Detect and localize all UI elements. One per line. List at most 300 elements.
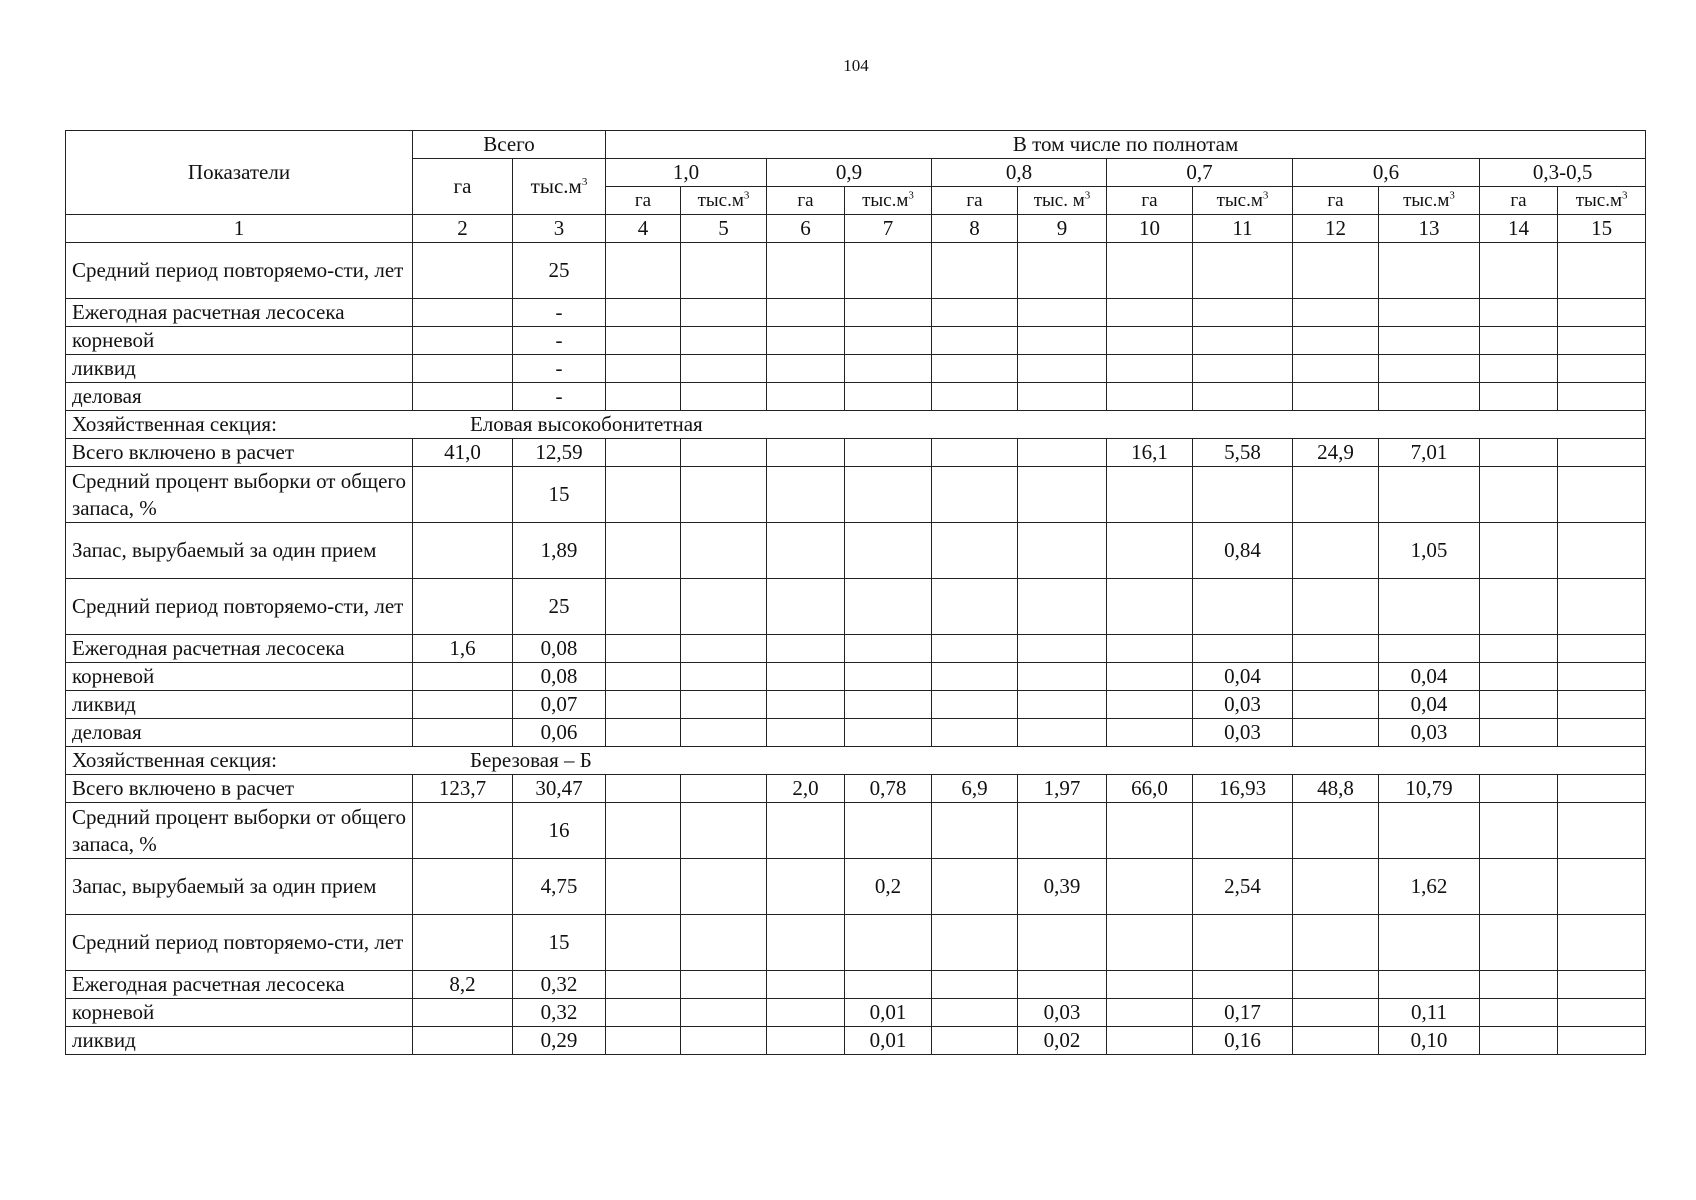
table-cell: 1,62 <box>1379 859 1480 915</box>
table-cell <box>1480 523 1558 579</box>
table-cell <box>1558 635 1646 663</box>
table-cell: 0,08 <box>513 635 606 663</box>
column-number: 5 <box>681 215 767 243</box>
table-cell <box>1480 915 1558 971</box>
table-cell <box>1193 299 1293 327</box>
row-label: Средний период повторяемо-сти, лет <box>66 579 413 635</box>
table-cell <box>1293 355 1379 383</box>
table-cell <box>1018 243 1107 299</box>
table-cell <box>1193 579 1293 635</box>
row-label: деловая <box>66 719 413 747</box>
table-cell <box>606 439 681 467</box>
row-label: деловая <box>66 383 413 411</box>
table-cell <box>1480 383 1558 411</box>
table-cell <box>681 355 767 383</box>
table-cell: 0,84 <box>1193 523 1293 579</box>
section-value: Березовая – Б <box>470 748 592 773</box>
table-cell <box>1018 691 1107 719</box>
table-row <box>66 383 1646 411</box>
table-cell <box>767 971 845 999</box>
table-cell <box>767 999 845 1027</box>
table-cell <box>1193 971 1293 999</box>
table-row <box>66 915 1646 971</box>
table-cell <box>845 663 932 691</box>
table-cell: 2,54 <box>1193 859 1293 915</box>
table-cell <box>932 859 1018 915</box>
table-row <box>66 579 1646 635</box>
header-indicators: Показатели <box>66 131 413 215</box>
table-cell <box>932 383 1018 411</box>
table-cell <box>845 971 932 999</box>
table-cell <box>413 1027 513 1055</box>
table-cell <box>606 915 681 971</box>
table-cell <box>1293 1027 1379 1055</box>
table-cell <box>413 663 513 691</box>
table-cell <box>1107 691 1193 719</box>
column-number: 11 <box>1193 215 1293 243</box>
table-cell <box>413 523 513 579</box>
table-cell: 16,1 <box>1107 439 1193 467</box>
table-cell <box>1018 439 1107 467</box>
table-cell <box>1107 327 1193 355</box>
table-row <box>66 243 1646 299</box>
header-density-4: 0,7 <box>1107 159 1293 187</box>
table-cell <box>1107 467 1193 523</box>
table-cell <box>1480 999 1558 1027</box>
table-cell <box>1558 719 1646 747</box>
table-cell <box>845 803 932 859</box>
table-cell <box>606 775 681 803</box>
table-cell <box>1107 355 1193 383</box>
table-cell <box>932 439 1018 467</box>
section-row <box>66 411 1646 439</box>
table-cell <box>413 383 513 411</box>
table-row <box>66 719 1646 747</box>
table-cell <box>1107 915 1193 971</box>
header-density-1: 1,0 <box>606 159 767 187</box>
table-row <box>66 635 1646 663</box>
unit-volume: $тыс.м^3$ <box>845 187 932 215</box>
row-label: ликвид <box>66 691 413 719</box>
table-cell <box>681 663 767 691</box>
table-row <box>66 467 1646 523</box>
table-cell <box>767 439 845 467</box>
table-cell <box>413 467 513 523</box>
table-cell <box>681 971 767 999</box>
table-cell: 0,11 <box>1379 999 1480 1027</box>
table-cell <box>1379 803 1480 859</box>
table-cell <box>1107 719 1193 747</box>
table-cell <box>1293 635 1379 663</box>
section-cell <box>66 411 1646 439</box>
table-cell <box>606 859 681 915</box>
table-cell: 12,59 <box>513 439 606 467</box>
table-cell: 25 <box>513 579 606 635</box>
table-cell <box>1193 467 1293 523</box>
table-cell <box>1558 383 1646 411</box>
table-cell <box>1480 971 1558 999</box>
table-cell <box>413 579 513 635</box>
table-cell <box>1293 691 1379 719</box>
table-cell <box>413 803 513 859</box>
table-cell <box>845 383 932 411</box>
table-cell: - <box>513 355 606 383</box>
table-cell <box>845 439 932 467</box>
column-number: 8 <box>932 215 1018 243</box>
table-cell <box>932 299 1018 327</box>
row-label: Ежегодная расчетная лесосека <box>66 971 413 999</box>
table-cell <box>767 243 845 299</box>
table-cell <box>606 299 681 327</box>
table-cell <box>1379 971 1480 999</box>
table-cell <box>767 859 845 915</box>
table-cell <box>606 691 681 719</box>
header-total: Всего <box>413 131 606 159</box>
table-cell: 1,97 <box>1018 775 1107 803</box>
table-cell <box>1293 299 1379 327</box>
table-cell: 0,02 <box>1018 1027 1107 1055</box>
table-cell <box>1480 1027 1558 1055</box>
table-cell <box>1558 803 1646 859</box>
table-cell <box>606 579 681 635</box>
row-label: Всего включено в расчет <box>66 439 413 467</box>
table-cell <box>681 775 767 803</box>
table-cell <box>767 327 845 355</box>
table-cell: 25 <box>513 243 606 299</box>
table-cell <box>1558 327 1646 355</box>
table-cell: 6,9 <box>932 775 1018 803</box>
table-cell <box>932 1027 1018 1055</box>
table-cell: 0,07 <box>513 691 606 719</box>
table-cell <box>1558 999 1646 1027</box>
table-cell <box>767 915 845 971</box>
table-cell <box>845 915 932 971</box>
table-cell <box>1558 523 1646 579</box>
table-row <box>66 999 1646 1027</box>
row-label: Средний период повторяемо-сти, лет <box>66 915 413 971</box>
table-cell <box>1558 439 1646 467</box>
table-cell <box>1379 299 1480 327</box>
table-cell <box>1107 243 1193 299</box>
table-cell <box>1293 243 1379 299</box>
table-cell: 1,05 <box>1379 523 1480 579</box>
column-number: 14 <box>1480 215 1558 243</box>
table-header <box>66 131 1646 243</box>
table-cell: 0,01 <box>845 999 932 1027</box>
table-cell <box>845 719 932 747</box>
row-label: Запас, вырубаемый за один прием <box>66 859 413 915</box>
table-cell <box>1018 579 1107 635</box>
table-cell: 7,01 <box>1379 439 1480 467</box>
table-cell <box>1107 579 1193 635</box>
row-label: Ежегодная расчетная лесосека <box>66 635 413 663</box>
section-label: Хозяйственная секция: <box>72 412 277 437</box>
table-cell <box>1480 327 1558 355</box>
table-cell <box>606 971 681 999</box>
row-label: ликвид <box>66 355 413 383</box>
table-cell <box>413 915 513 971</box>
table-cell <box>1480 775 1558 803</box>
table-cell: 4,75 <box>513 859 606 915</box>
table-cell <box>845 523 932 579</box>
row-label: Запас, вырубаемый за один прием <box>66 523 413 579</box>
table-cell <box>681 579 767 635</box>
unit-volume: тыс. $м^3$ <box>1018 187 1107 215</box>
table-cell <box>606 663 681 691</box>
table-cell <box>1293 467 1379 523</box>
table-cell <box>1480 691 1558 719</box>
table-cell <box>1480 859 1558 915</box>
table-cell: 15 <box>513 915 606 971</box>
header-density-3: 0,8 <box>932 159 1107 187</box>
table-cell <box>681 635 767 663</box>
table-cell: 30,47 <box>513 775 606 803</box>
table-cell <box>845 355 932 383</box>
table-cell <box>1480 439 1558 467</box>
table-cell <box>681 859 767 915</box>
table-cell <box>845 691 932 719</box>
table-cell <box>932 579 1018 635</box>
table-cell <box>1558 915 1646 971</box>
table-cell <box>1558 775 1646 803</box>
table-cell <box>606 635 681 663</box>
table-cell <box>845 243 932 299</box>
table-cell <box>1480 299 1558 327</box>
table-cell <box>1293 971 1379 999</box>
table-row <box>66 691 1646 719</box>
table-cell <box>1193 383 1293 411</box>
table-cell <box>1107 635 1193 663</box>
table-cell <box>1293 803 1379 859</box>
header-total-ha: га <box>413 159 513 215</box>
unit-ha: га <box>1107 187 1193 215</box>
table-cell <box>932 803 1018 859</box>
table-cell <box>1107 971 1193 999</box>
table-cell <box>606 467 681 523</box>
table-cell <box>1480 243 1558 299</box>
table-cell <box>681 1027 767 1055</box>
table-cell <box>845 327 932 355</box>
table-cell <box>413 299 513 327</box>
column-number: 3 <box>513 215 606 243</box>
table-row <box>66 663 1646 691</box>
table-cell <box>932 719 1018 747</box>
row-label: Всего включено в расчет <box>66 775 413 803</box>
table-cell <box>932 467 1018 523</box>
table-cell <box>1379 243 1480 299</box>
table-cell <box>1193 327 1293 355</box>
column-number: 9 <box>1018 215 1107 243</box>
table-cell: 0,04 <box>1193 663 1293 691</box>
table-cell <box>1018 327 1107 355</box>
table-cell <box>932 691 1018 719</box>
table-cell <box>1018 383 1107 411</box>
table-cell: - <box>513 327 606 355</box>
table-cell <box>767 523 845 579</box>
table-cell <box>1018 355 1107 383</box>
table-cell <box>1018 299 1107 327</box>
table-cell <box>1379 579 1480 635</box>
table-cell <box>606 803 681 859</box>
table-cell <box>1018 467 1107 523</box>
table-cell: 0,17 <box>1193 999 1293 1027</box>
table-cell <box>767 663 845 691</box>
table-row <box>66 327 1646 355</box>
table-cell: 2,0 <box>767 775 845 803</box>
table-cell <box>606 355 681 383</box>
table-cell: 0,32 <box>513 971 606 999</box>
table-cell <box>1379 915 1480 971</box>
table-row <box>66 299 1646 327</box>
table-row <box>66 439 1646 467</box>
row-label: корневой <box>66 663 413 691</box>
table-cell: 1,89 <box>513 523 606 579</box>
table-cell <box>767 355 845 383</box>
table-cell <box>1558 971 1646 999</box>
unit-ha: га <box>1293 187 1379 215</box>
table-cell <box>1293 999 1379 1027</box>
table-cell <box>681 467 767 523</box>
table-cell: 0,03 <box>1193 719 1293 747</box>
table-cell <box>1379 327 1480 355</box>
table-cell <box>681 803 767 859</box>
table-cell <box>606 999 681 1027</box>
table-cell <box>1018 971 1107 999</box>
table-cell <box>413 355 513 383</box>
header-density-5: 0,6 <box>1293 159 1480 187</box>
table-cell <box>681 523 767 579</box>
row-label: Средний процент выборки от общего запаса, % <box>66 467 413 523</box>
table-cell <box>1018 803 1107 859</box>
table-cell <box>1480 467 1558 523</box>
table-cell <box>1558 299 1646 327</box>
table-cell <box>681 299 767 327</box>
table-cell <box>1107 523 1193 579</box>
table-cell <box>1107 859 1193 915</box>
table-cell: 0,01 <box>845 1027 932 1055</box>
table-cell <box>1193 635 1293 663</box>
table-cell <box>1480 719 1558 747</box>
table-cell <box>1293 719 1379 747</box>
table-cell <box>1018 635 1107 663</box>
row-label: корневой <box>66 999 413 1027</box>
table-cell <box>1107 663 1193 691</box>
table-cell <box>1480 803 1558 859</box>
table-cell <box>1293 383 1379 411</box>
table-row <box>66 355 1646 383</box>
table-cell <box>413 691 513 719</box>
table-cell <box>413 243 513 299</box>
table-cell <box>1558 243 1646 299</box>
table-cell: - <box>513 299 606 327</box>
table-cell <box>1107 803 1193 859</box>
table-cell <box>1558 467 1646 523</box>
table-cell <box>932 355 1018 383</box>
unit-volume: $тыс.м^3$ <box>1558 187 1646 215</box>
table-cell <box>1480 355 1558 383</box>
unit-ha: га <box>1480 187 1558 215</box>
table-cell <box>1293 663 1379 691</box>
table-cell <box>681 999 767 1027</box>
table-cell: 66,0 <box>1107 775 1193 803</box>
table-cell <box>606 243 681 299</box>
unit-ha: га <box>932 187 1018 215</box>
header-density-6: 0,3-0,5 <box>1480 159 1646 187</box>
table-cell <box>767 579 845 635</box>
column-number: 7 <box>845 215 932 243</box>
table-cell <box>1107 999 1193 1027</box>
row-label: Средний процент выборки от общего запаса, % <box>66 803 413 859</box>
table-cell <box>1558 1027 1646 1055</box>
table-cell <box>1193 243 1293 299</box>
table-cell: 0,29 <box>513 1027 606 1055</box>
table-cell <box>1379 467 1480 523</box>
table-cell <box>1293 859 1379 915</box>
table-cell <box>1107 299 1193 327</box>
table-row <box>66 775 1646 803</box>
header-total-volume: $тыс.м^3$ <box>513 159 606 215</box>
table-cell <box>767 635 845 663</box>
table-cell <box>1379 355 1480 383</box>
column-number: 15 <box>1558 215 1646 243</box>
table-cell <box>1558 579 1646 635</box>
table-cell: 0,08 <box>513 663 606 691</box>
forest-harvest-table <box>65 130 1646 1055</box>
table-cell: 0,16 <box>1193 1027 1293 1055</box>
table-cell: 0,06 <box>513 719 606 747</box>
table-cell <box>932 971 1018 999</box>
table-cell <box>681 719 767 747</box>
row-label: Ежегодная расчетная лесосека <box>66 299 413 327</box>
section-value: Еловая высокобонитетная <box>470 412 703 437</box>
table-cell <box>681 327 767 355</box>
table-cell <box>767 467 845 523</box>
table-cell <box>1558 663 1646 691</box>
table-cell: 0,04 <box>1379 663 1480 691</box>
table-cell <box>1018 719 1107 747</box>
table-cell <box>606 383 681 411</box>
unit-volume: $тыс.м^3$ <box>1193 187 1293 215</box>
table-cell <box>413 859 513 915</box>
table-cell <box>413 999 513 1027</box>
table-cell: 16,93 <box>1193 775 1293 803</box>
table-cell <box>932 635 1018 663</box>
table-cell <box>845 467 932 523</box>
table-cell <box>1480 663 1558 691</box>
table-cell <box>413 719 513 747</box>
table-cell <box>932 243 1018 299</box>
header-density-2: 0,9 <box>767 159 932 187</box>
table-cell <box>1558 355 1646 383</box>
unit-ha: га <box>606 187 681 215</box>
table-body <box>66 243 1646 1055</box>
table-cell <box>767 1027 845 1055</box>
unit-volume: $тыс.м^3$ <box>1379 187 1480 215</box>
table-cell <box>767 719 845 747</box>
table-cell <box>606 1027 681 1055</box>
table-cell: 8,2 <box>413 971 513 999</box>
table-cell: 15 <box>513 467 606 523</box>
column-number: 1 <box>66 215 413 243</box>
table-cell <box>1480 579 1558 635</box>
table-cell <box>606 327 681 355</box>
table-cell: 123,7 <box>413 775 513 803</box>
table-row <box>66 1027 1646 1055</box>
page-number: 104 <box>843 56 869 75</box>
column-number: 4 <box>606 215 681 243</box>
table-cell <box>681 439 767 467</box>
table-cell <box>1018 663 1107 691</box>
